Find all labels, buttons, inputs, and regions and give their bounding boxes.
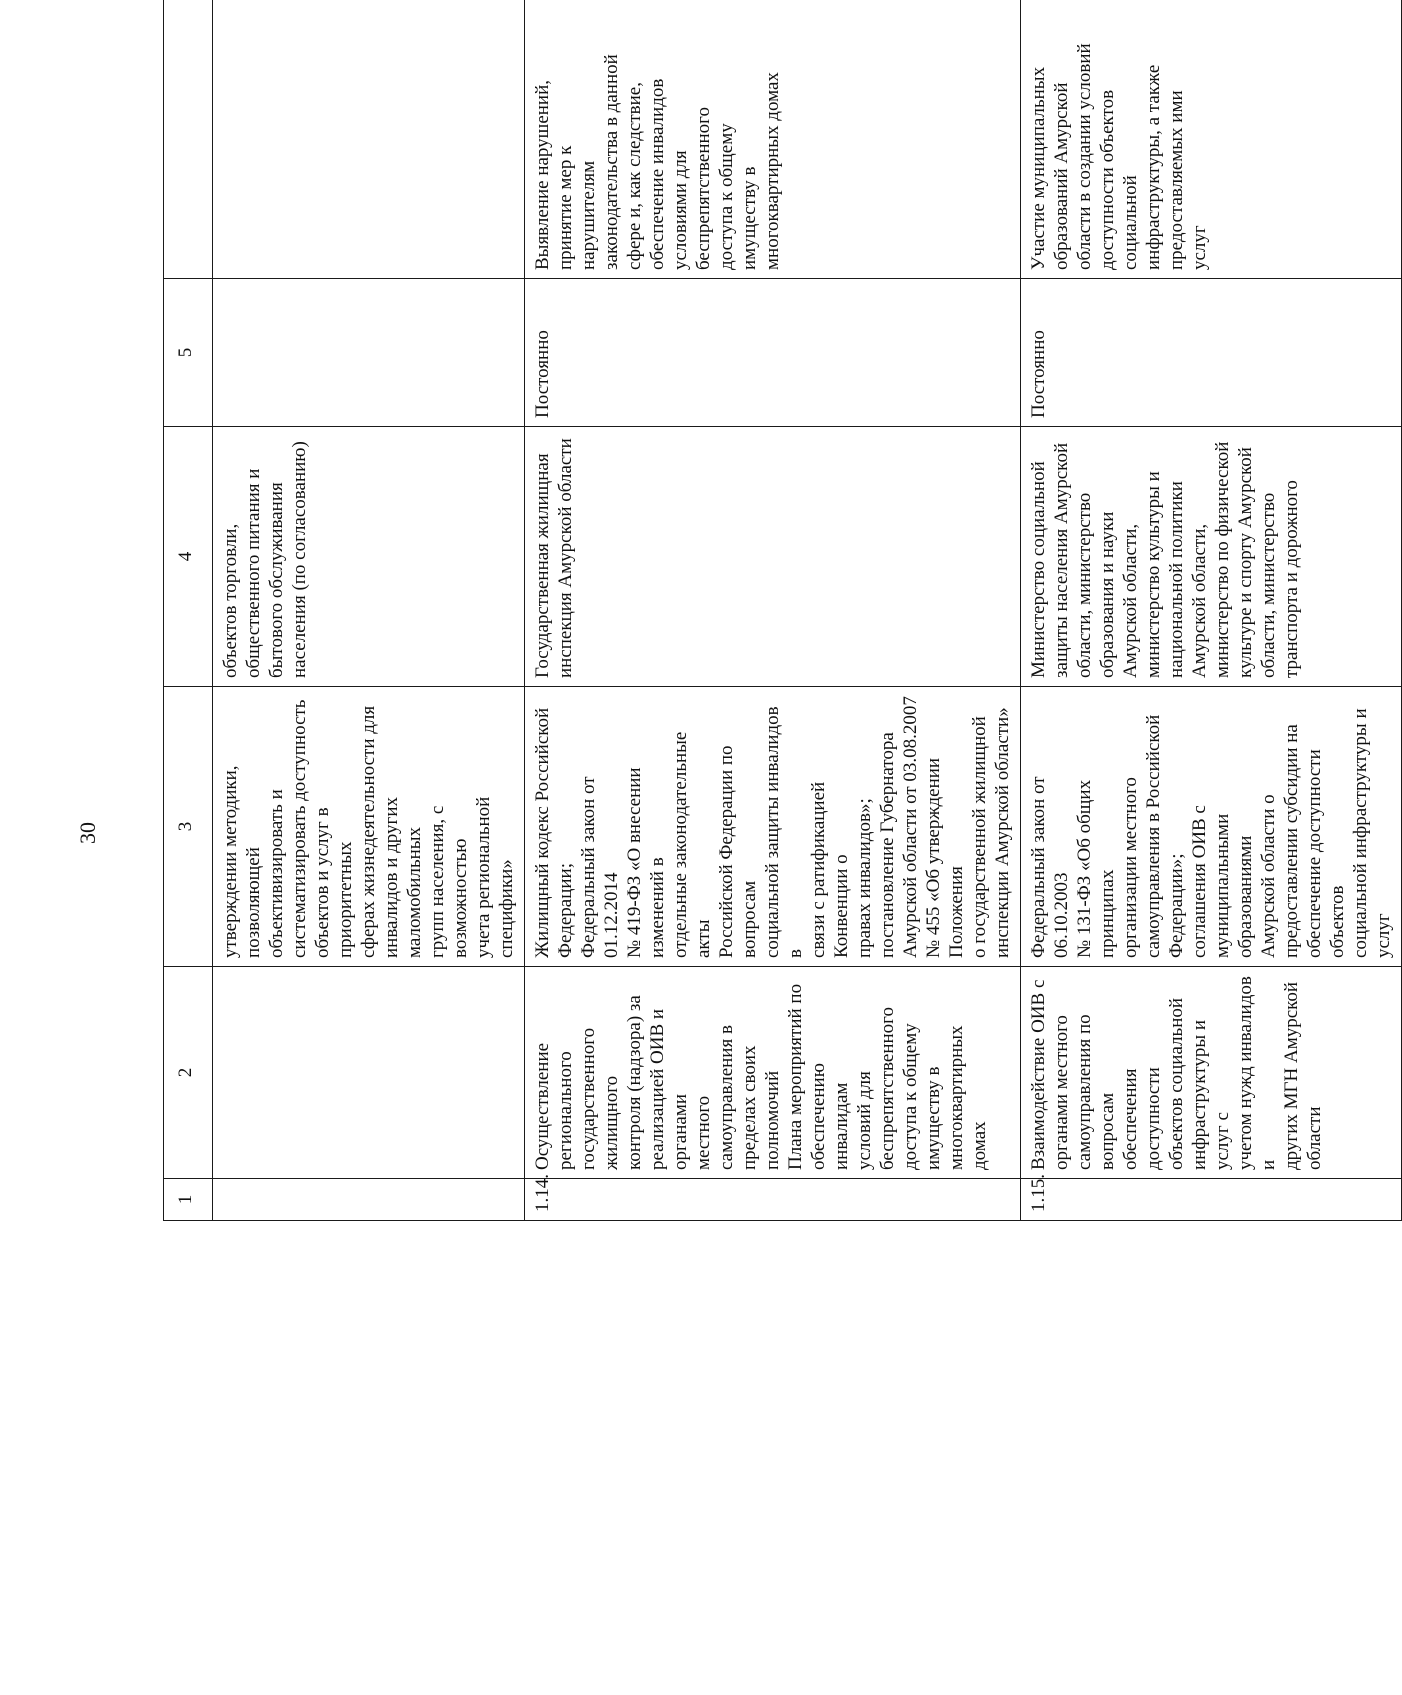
cell-number: 1.15. bbox=[1021, 1179, 1402, 1221]
cell-measure-name bbox=[213, 967, 525, 1179]
cell-result bbox=[213, 0, 525, 279]
measures-table bbox=[163, 0, 1402, 1221]
table-header-row bbox=[164, 0, 213, 1221]
table-row bbox=[1021, 0, 1402, 1221]
cell-measure-name: Взаимодействие ОИВ с органами местного самоуправления по вопросам обеспечения доступности объектов социальной инфраструктуры и услуг с учетом нужд инвалидов и других МГН Амурской области bbox=[1021, 967, 1402, 1179]
rotated-table-container bbox=[163, 0, 1394, 1221]
cell-executor: Министерство социальной защиты населения Амурской области, министерство образования и науки Амурской области, министерство культуры и национальной политики Амурской области, министерство по физической культуре и спорту Амурской области, министерство транспорта и дорожного bbox=[1021, 427, 1402, 687]
header-col-1: 1 bbox=[164, 1179, 213, 1221]
cell-number bbox=[213, 1179, 525, 1221]
header-col-3: 3 bbox=[164, 687, 213, 967]
table-row bbox=[213, 0, 525, 1221]
cell-measure-name: Осуществление регионального государственного жилищного контроля (надзора) за реализацией ОИВ и органами местного самоуправления в пределах своих полномочий Плана мероприятий по обеспечению инвалидам условий для беспрепятственного доступа к общему имуществу в многоквартирных домах bbox=[525, 967, 1021, 1179]
cell-number: 1.14. bbox=[525, 1179, 1021, 1221]
cell-result: Выявление нарушений, принятие мер к нарушителям законодательства в данной сфере и, как следствие, обеспечение инвалидов условиями для беспрепятственного доступа к общему имуществу в многоквартирных домах bbox=[525, 0, 1021, 279]
cell-legal-basis: утверждении методики, позволяющей объективизировать и систематизировать доступность объектов и услуг в приоритетных сферах жизнедеятельности для инвалидов и других маломобильных групп населения, с возможностью учета региональной специфики» bbox=[213, 687, 525, 967]
page-number: 30 bbox=[75, 822, 100, 844]
header-col-2: 2 bbox=[164, 967, 213, 1179]
cell-executor: объектов торговли, общественного питания и бытового обслуживания населения (по согласованию) bbox=[213, 427, 525, 687]
cell-legal-basis: Жилищный кодекс Российской Федерации; Федеральный закон от 01.12.2014 № 419-ФЗ «О внесении изменений в отдельные законодательные акты Российской Федерации по вопросам социальной защиты инвалидов в связи с ратификацией Конвенции о правах инвалидов»; постановление Губернатора Амурской области от 03.08.2007 № 455 «Об утверждении Положения о государственной жилищной инспекции Амурской области» bbox=[525, 687, 1021, 967]
cell-executor: Государственная жилищная инспекция Амурской области bbox=[525, 427, 1021, 687]
cell-legal-basis: Федеральный закон от 06.10.2003 № 131-ФЗ «Об общих принципах организации местного самоуправления в Российской Федерации»; соглашения ОИВ с муниципальными образованиями Амурской области о предоставлении субсидии на обеспечение доступности объектов социальной инфраструктуры и услуг bbox=[1021, 687, 1402, 967]
table-row bbox=[525, 0, 1021, 1221]
cell-term: Постоянно bbox=[1021, 279, 1402, 427]
header-col-4: 4 bbox=[164, 427, 213, 687]
cell-result: Участие муниципальных образований Амурской области в создании условий доступности объектов социальной инфраструктуры, а также предоставляемых ими услуг bbox=[1021, 0, 1402, 279]
header-col-6 bbox=[164, 0, 213, 279]
cell-term: Постоянно bbox=[525, 279, 1021, 427]
header-col-5: 5 bbox=[164, 279, 213, 427]
cell-term bbox=[213, 279, 525, 427]
